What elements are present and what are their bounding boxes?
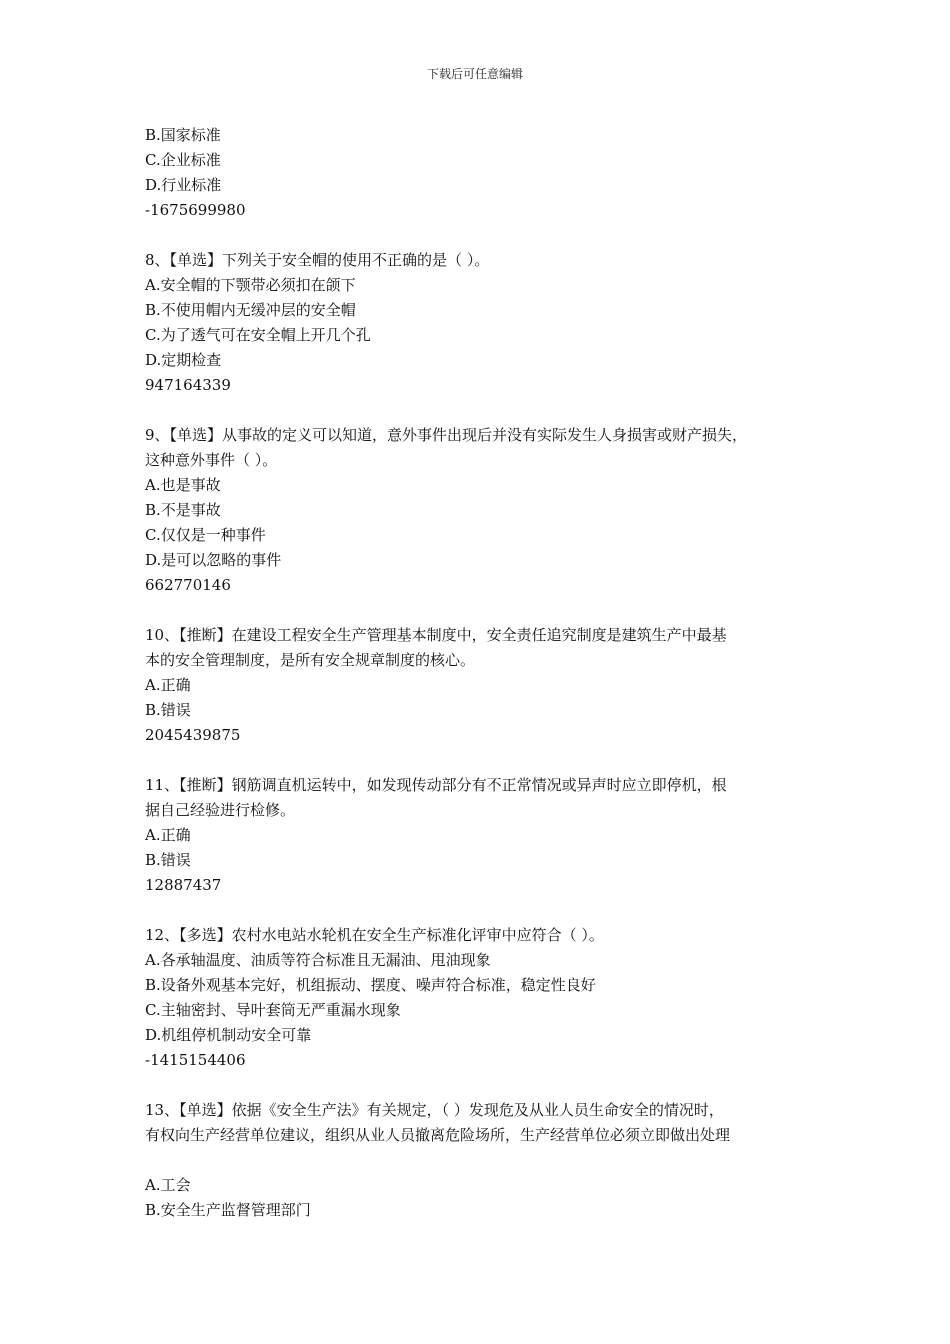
- option-b: B.不是事故: [145, 501, 221, 519]
- option-b: B.安全生产监督管理部门: [145, 1201, 311, 1219]
- question-code: -1415154406: [145, 1051, 246, 1069]
- question-9: [145, 423, 825, 598]
- option-c: C.仅仅是一种事件: [145, 526, 266, 544]
- option-b: B.国家标准: [145, 126, 221, 144]
- question-stem: 8、【单选】下列关于安全帽的使用不正确的是（ ）。: [145, 251, 490, 269]
- question-code: 947164339: [145, 376, 231, 394]
- question-stem: 11、【推断】钢筋调直机运转中，如发现传动部分有不正常情况或异声时应立即停机，根: [145, 776, 727, 794]
- option-b: B.设备外观基本完好，机组振动、摆度、噪声符合标准，稳定性良好: [145, 976, 596, 994]
- option-d: D.行业标准: [145, 176, 222, 194]
- question-11: [145, 773, 825, 898]
- question-code: 12887437: [145, 876, 222, 894]
- option-a: A.也是事故: [145, 476, 221, 494]
- option-d: D.机组停机制动安全可靠: [145, 1026, 312, 1044]
- question-stem-continued: 有权向生产经营单位建议，组织从业人员撤离危险场所，生产经营单位必须立即做出处理: [145, 1126, 731, 1144]
- option-a: A.正确: [145, 826, 191, 844]
- question-10: [145, 623, 825, 748]
- question-code: 662770146: [145, 576, 231, 594]
- document-body: [145, 123, 825, 1223]
- question-12: [145, 923, 825, 1073]
- question-code: 2045439875: [145, 726, 241, 744]
- option-b: B.不使用帽内无缓冲层的安全帽: [145, 301, 356, 319]
- option-c: C.主轴密封、导叶套筒无严重漏水现象: [145, 1001, 401, 1019]
- question-stem: 10、【推断】在建设工程安全生产管理基本制度中，安全责任追究制度是建筑生产中最基: [145, 626, 727, 644]
- question-stem: 13、【单选】依据《安全生产法》有关规定，（ ）发现危及从业人员生命安全的情况时，: [145, 1101, 724, 1119]
- option-a: A.正确: [145, 676, 191, 694]
- question-stem-continued: 这种意外事件（ ）。: [145, 451, 278, 469]
- option-a: A.各承轴温度、油质等符合标准且无漏油、甩油现象: [145, 951, 491, 969]
- option-c: C.为了透气可在安全帽上开几个孔: [145, 326, 371, 344]
- option-a: A.安全帽的下颚带必须扣在颌下: [145, 276, 356, 294]
- option-d: D.是可以忽略的事件: [145, 551, 282, 569]
- question-stem-continued: 本的安全管理制度，是所有安全规章制度的核心。: [145, 651, 476, 669]
- page-header: 下载后可任意编辑: [426, 67, 523, 81]
- question-stem-continued: 据自己经验进行检修。: [145, 801, 296, 819]
- option-b: B.错误: [145, 701, 191, 719]
- question-8: [145, 248, 825, 398]
- option-c: C.企业标准: [145, 151, 221, 169]
- question-fragment: [145, 123, 825, 223]
- question-13: [145, 1098, 825, 1223]
- option-a: A.工会: [145, 1176, 191, 1194]
- question-code: -1675699980: [145, 201, 246, 219]
- blank-line: [145, 1148, 825, 1173]
- question-stem: 9、【单选】从事故的定义可以知道，意外事件出现后并没有实际发生人身损害或财产损失，: [145, 426, 748, 444]
- option-d: D.定期检查: [145, 351, 222, 369]
- option-b: B.错误: [145, 851, 191, 869]
- question-stem: 12、【多选】农村水电站水轮机在安全生产标准化评审中应符合（ ）。: [145, 926, 604, 944]
